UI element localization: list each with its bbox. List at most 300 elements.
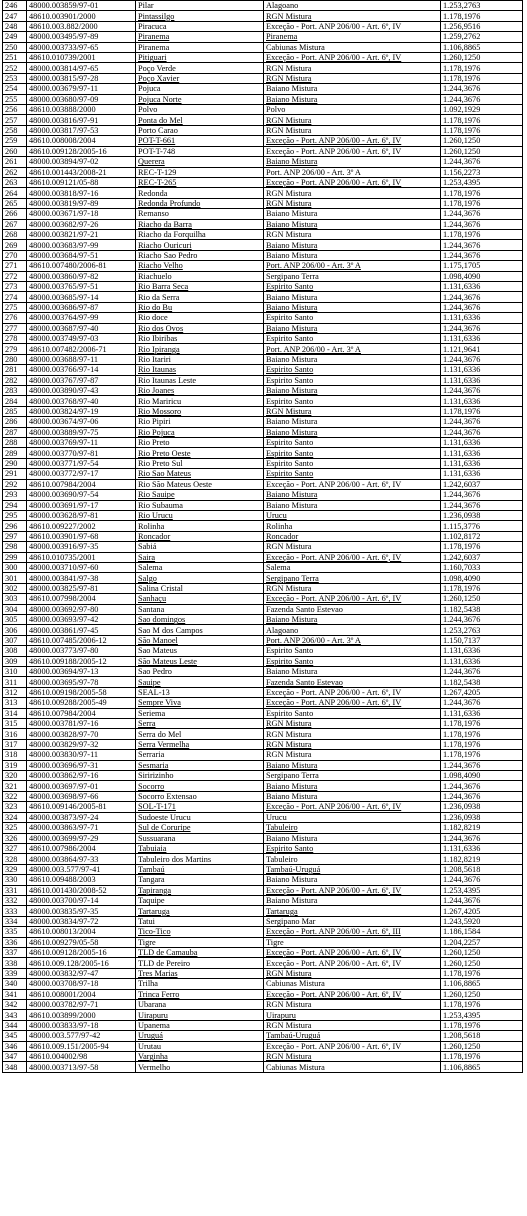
table-row bbox=[3, 261, 523, 271]
process-number: 48610.001430/2008-52 bbox=[27, 885, 136, 895]
reference-stream: Baiano Mistura bbox=[264, 219, 441, 229]
process-number: 48000.003841/97-38 bbox=[27, 573, 136, 583]
process-number: 48000.003860/97-82 bbox=[27, 271, 136, 281]
row-number: 272 bbox=[3, 271, 27, 281]
reference-stream: Baiano Mistura bbox=[264, 781, 441, 791]
table-row bbox=[3, 1, 523, 11]
row-number: 288 bbox=[3, 438, 27, 448]
table-row bbox=[3, 229, 523, 239]
row-number: 338 bbox=[3, 958, 27, 968]
reference-stream: Tabuleiro bbox=[264, 823, 441, 833]
reference-stream: Baiano Mistura bbox=[264, 427, 441, 437]
price-value: 1.131,6336 bbox=[441, 375, 523, 385]
process-number: 48000.003816/97-91 bbox=[27, 115, 136, 125]
field-name: Sabiá bbox=[136, 542, 264, 552]
table-row bbox=[3, 302, 523, 312]
field-name: Piranema bbox=[136, 32, 264, 42]
field-name: Riacho da Forquilha bbox=[136, 229, 264, 239]
table-row bbox=[3, 146, 523, 156]
price-table bbox=[2, 0, 523, 1073]
field-name: Pojuca Norte bbox=[136, 94, 264, 104]
row-number: 320 bbox=[3, 771, 27, 781]
field-name: Rio Urucu bbox=[136, 510, 264, 520]
price-value: 1.244,3676 bbox=[441, 292, 523, 302]
process-number: 48000.003771/97-54 bbox=[27, 458, 136, 468]
process-number: 48610.009128/2005-16 bbox=[27, 947, 136, 957]
process-number: 48000.003765/97-51 bbox=[27, 281, 136, 291]
table-row bbox=[3, 531, 523, 541]
process-number: 48000.003697/97-01 bbox=[27, 781, 136, 791]
reference-stream: Exceção - Port. ANP 206/00 - Art. 6º, IV bbox=[264, 947, 441, 957]
table-row bbox=[3, 73, 523, 83]
price-value: 1.178,1976 bbox=[441, 729, 523, 739]
field-name: Tangara bbox=[136, 875, 264, 885]
field-name: Rio Sauipe bbox=[136, 490, 264, 500]
process-number: 48000.003894/97-02 bbox=[27, 157, 136, 167]
field-name: Varginha bbox=[136, 1052, 264, 1062]
row-number: 268 bbox=[3, 229, 27, 239]
row-number: 321 bbox=[3, 781, 27, 791]
process-number: 48000.003824/97-19 bbox=[27, 406, 136, 416]
table-row bbox=[3, 490, 523, 500]
reference-stream: RGN Mistura bbox=[264, 583, 441, 593]
price-value: 1.244,3676 bbox=[441, 240, 523, 250]
process-number: 48000.003685/97-14 bbox=[27, 292, 136, 302]
table-row bbox=[3, 656, 523, 666]
price-value: 1.244,3676 bbox=[441, 302, 523, 312]
field-name: Uruguá bbox=[136, 1031, 264, 1041]
price-value: 1.244,3676 bbox=[441, 614, 523, 624]
reference-stream: Port. ANP 206/00 - Art. 3º A bbox=[264, 261, 441, 271]
reference-stream: Baiano Mistura bbox=[264, 302, 441, 312]
process-number: 48000.003873/97-24 bbox=[27, 812, 136, 822]
field-name: Rio Itaunas bbox=[136, 365, 264, 375]
price-value: 1.244,3676 bbox=[441, 667, 523, 677]
field-name: Sussuarana bbox=[136, 833, 264, 843]
price-value: 1.244,3676 bbox=[441, 875, 523, 885]
row-number: 324 bbox=[3, 812, 27, 822]
reference-stream: Espirito Santo bbox=[264, 843, 441, 853]
process-number: 48610.009146/2005-81 bbox=[27, 802, 136, 812]
process-number: 48610.009288/2005-49 bbox=[27, 698, 136, 708]
price-value: 1.098,4090 bbox=[441, 573, 523, 583]
price-value: 1.131,6336 bbox=[441, 365, 523, 375]
price-value: 1.208,5618 bbox=[441, 1031, 523, 1041]
price-value: 1.204,2257 bbox=[441, 937, 523, 947]
reference-stream: Baiano Mistura bbox=[264, 417, 441, 427]
price-value: 1.150,7137 bbox=[441, 635, 523, 645]
field-name: Tigre bbox=[136, 937, 264, 947]
field-name: Rio doce bbox=[136, 313, 264, 323]
field-name: Rio Mariricu bbox=[136, 396, 264, 406]
field-name: Sul de Coruripe bbox=[136, 823, 264, 833]
process-number: 48610.009198/2005-58 bbox=[27, 687, 136, 697]
reference-stream: RGN Mistura bbox=[264, 229, 441, 239]
row-number: 315 bbox=[3, 719, 27, 729]
row-number: 273 bbox=[3, 281, 27, 291]
price-value: 1.244,3676 bbox=[441, 760, 523, 770]
table-row bbox=[3, 760, 523, 770]
field-name: Rio Pipiri bbox=[136, 417, 264, 427]
field-name: Rio Itaunas Leste bbox=[136, 375, 264, 385]
field-name: Sao domingos bbox=[136, 614, 264, 624]
price-value: 1.156,2273 bbox=[441, 167, 523, 177]
price-value: 1.244,3676 bbox=[441, 791, 523, 801]
price-value: 1.178,1976 bbox=[441, 63, 523, 73]
process-number: 48000.003834/97-72 bbox=[27, 916, 136, 926]
row-number: 269 bbox=[3, 240, 27, 250]
price-value: 1.178,1976 bbox=[441, 583, 523, 593]
price-value: 1.178,1976 bbox=[441, 406, 523, 416]
price-value: 1.131,6336 bbox=[441, 281, 523, 291]
process-number: 48610.010739/2001 bbox=[27, 53, 136, 63]
table-row bbox=[3, 958, 523, 968]
price-value: 1.244,3676 bbox=[441, 219, 523, 229]
reference-stream: Port. ANP 206/00 - Art. 3º A bbox=[264, 167, 441, 177]
field-name: Salgo bbox=[136, 573, 264, 583]
price-value: 1.131,6336 bbox=[441, 646, 523, 656]
field-name: São Manoel bbox=[136, 635, 264, 645]
process-number: 48610.007482/2006-71 bbox=[27, 344, 136, 354]
table-row bbox=[3, 802, 523, 812]
table-row bbox=[3, 1031, 523, 1041]
row-number: 274 bbox=[3, 292, 27, 302]
reference-stream: Exceção - Port. ANP 206/00 - Art. 6º, IV bbox=[264, 479, 441, 489]
price-value: 1.178,1976 bbox=[441, 115, 523, 125]
price-value: 1.236,0938 bbox=[441, 812, 523, 822]
table-row bbox=[3, 729, 523, 739]
reference-stream: RGN Mistura bbox=[264, 729, 441, 739]
price-value: 1.253,4395 bbox=[441, 177, 523, 187]
reference-stream: Exceção - Port. ANP 206/00 - Art. 6º, IV bbox=[264, 885, 441, 895]
reference-stream: Roncador bbox=[264, 531, 441, 541]
process-number: 48000.003693/97-42 bbox=[27, 614, 136, 624]
field-name: Porto Carao bbox=[136, 125, 264, 135]
table-row bbox=[3, 635, 523, 645]
price-value: 1.253,2763 bbox=[441, 625, 523, 635]
field-name: Trilha bbox=[136, 979, 264, 989]
row-number: 290 bbox=[3, 458, 27, 468]
row-number: 270 bbox=[3, 250, 27, 260]
field-name: SEAL-13 bbox=[136, 687, 264, 697]
price-value: 1.102,8172 bbox=[441, 531, 523, 541]
row-number: 287 bbox=[3, 427, 27, 437]
table-row bbox=[3, 1000, 523, 1010]
process-number: 48000.003916/97-35 bbox=[27, 542, 136, 552]
table-row bbox=[3, 53, 523, 63]
reference-stream: Baiano Mistura bbox=[264, 875, 441, 885]
table-row bbox=[3, 240, 523, 250]
reference-stream: Exceção - Port. ANP 206/00 - Art. 6º, IV bbox=[264, 594, 441, 604]
reference-stream: Exceção - Port. ANP 206/00 - Art. 6º, IV bbox=[264, 136, 441, 146]
process-number: 48000.003691/97-17 bbox=[27, 500, 136, 510]
price-value: 1.131,6336 bbox=[441, 396, 523, 406]
price-value: 1.131,6336 bbox=[441, 334, 523, 344]
field-name: Sudoeste Urucu bbox=[136, 812, 264, 822]
field-name: Rio Pojuca bbox=[136, 427, 264, 437]
table-row bbox=[3, 198, 523, 208]
reference-stream: Baiano Mistura bbox=[264, 490, 441, 500]
row-number: 308 bbox=[3, 646, 27, 656]
row-number: 248 bbox=[3, 21, 27, 31]
field-name: SOL-T-171 bbox=[136, 802, 264, 812]
row-number: 301 bbox=[3, 573, 27, 583]
row-number: 254 bbox=[3, 84, 27, 94]
price-value: 1.178,1976 bbox=[441, 73, 523, 83]
process-number: 48000.003769/97-11 bbox=[27, 438, 136, 448]
table-row bbox=[3, 552, 523, 562]
row-number: 271 bbox=[3, 261, 27, 271]
field-name: Pojuca bbox=[136, 84, 264, 94]
process-number: 48000.003700/97-14 bbox=[27, 895, 136, 905]
reference-stream: Baiano Mistura bbox=[264, 157, 441, 167]
table-row bbox=[3, 219, 523, 229]
reference-stream: Exceção - Port. ANP 206/00 - Art. 6º, IV bbox=[264, 177, 441, 187]
field-name: Riacho Velho bbox=[136, 261, 264, 271]
price-value: 1.260,1250 bbox=[441, 53, 523, 63]
field-name: Rio dos Ovos bbox=[136, 323, 264, 333]
row-number: 296 bbox=[3, 521, 27, 531]
row-number: 331 bbox=[3, 885, 27, 895]
process-number: 48000.003686/97-87 bbox=[27, 302, 136, 312]
price-value: 1.178,1976 bbox=[441, 719, 523, 729]
table-row bbox=[3, 281, 523, 291]
price-value: 1.131,6336 bbox=[441, 458, 523, 468]
reference-stream: Polvo bbox=[264, 105, 441, 115]
row-number: 292 bbox=[3, 479, 27, 489]
table-row bbox=[3, 1020, 523, 1030]
table-row bbox=[3, 875, 523, 885]
table-row bbox=[3, 32, 523, 42]
row-number: 279 bbox=[3, 344, 27, 354]
process-number: 48000.003773/97-80 bbox=[27, 646, 136, 656]
reference-stream: Sergipano Terra bbox=[264, 771, 441, 781]
process-number: 48000.003687/97-40 bbox=[27, 323, 136, 333]
price-value: 1.182,5438 bbox=[441, 604, 523, 614]
price-value: 1.244,3676 bbox=[441, 84, 523, 94]
row-number: 293 bbox=[3, 490, 27, 500]
field-name: Riachuelo bbox=[136, 271, 264, 281]
table-row bbox=[3, 812, 523, 822]
process-number: 48610.003888/2000 bbox=[27, 105, 136, 115]
row-number: 323 bbox=[3, 802, 27, 812]
field-name: Sao Mateus bbox=[136, 646, 264, 656]
table-row bbox=[3, 344, 523, 354]
price-value: 1.208,5618 bbox=[441, 864, 523, 874]
price-value: 1.260,1250 bbox=[441, 594, 523, 604]
table-row bbox=[3, 864, 523, 874]
field-name: Rio São Mateus Oeste bbox=[136, 479, 264, 489]
reference-stream: RGN Mistura bbox=[264, 115, 441, 125]
row-number: 307 bbox=[3, 635, 27, 645]
reference-stream: Exceção - Port. ANP 206/00 - Art. 6º, IV bbox=[264, 53, 441, 63]
process-number: 48610.003901/97-68 bbox=[27, 531, 136, 541]
price-value: 1.106,8865 bbox=[441, 1062, 523, 1072]
reference-stream: Baiano Mistura bbox=[264, 760, 441, 770]
table-row bbox=[3, 427, 523, 437]
process-number: 48000.003828/97-70 bbox=[27, 729, 136, 739]
row-number: 255 bbox=[3, 94, 27, 104]
reference-stream: Exceção - Port. ANP 206/00 - Art. 6º, IV bbox=[264, 21, 441, 31]
reference-stream: Baiano Mistura bbox=[264, 250, 441, 260]
price-value: 1.260,1250 bbox=[441, 958, 523, 968]
table-row bbox=[3, 323, 523, 333]
field-name: Sauipe bbox=[136, 677, 264, 687]
reference-stream: Espirito Santo bbox=[264, 313, 441, 323]
price-value: 1.178,1976 bbox=[441, 542, 523, 552]
row-number: 327 bbox=[3, 843, 27, 853]
table-row bbox=[3, 125, 523, 135]
price-value: 1.115,3776 bbox=[441, 521, 523, 531]
process-number: 48000.003.577/97-41 bbox=[27, 864, 136, 874]
row-number: 257 bbox=[3, 115, 27, 125]
reference-stream: Tartaruga bbox=[264, 906, 441, 916]
process-number: 48000.003830/97-11 bbox=[27, 750, 136, 760]
field-name: Seriema bbox=[136, 708, 264, 718]
process-number: 48000.003694/97-13 bbox=[27, 667, 136, 677]
price-value: 1.178,1976 bbox=[441, 1000, 523, 1010]
process-number: 48000.003674/97-06 bbox=[27, 417, 136, 427]
table-row bbox=[3, 1052, 523, 1062]
price-value: 1.244,3676 bbox=[441, 157, 523, 167]
table-row bbox=[3, 885, 523, 895]
process-number: 48000.003749/97-03 bbox=[27, 334, 136, 344]
field-name: Rio Joanes bbox=[136, 386, 264, 396]
table-row bbox=[3, 448, 523, 458]
process-number: 48000.003684/97-51 bbox=[27, 250, 136, 260]
field-name: Tico-Tico bbox=[136, 927, 264, 937]
price-value: 1.260,1250 bbox=[441, 989, 523, 999]
process-number: 48000.003835/97-35 bbox=[27, 906, 136, 916]
price-value: 1.178,1976 bbox=[441, 1020, 523, 1030]
row-number: 246 bbox=[3, 1, 27, 11]
field-name: Rio Preto bbox=[136, 438, 264, 448]
table-row bbox=[3, 406, 523, 416]
process-number: 48610.004002/98 bbox=[27, 1052, 136, 1062]
reference-stream: RGN Mistura bbox=[264, 750, 441, 760]
process-number: 48610.003901/2000 bbox=[27, 11, 136, 21]
process-number: 48610.008013/2004 bbox=[27, 927, 136, 937]
reference-stream: Sergipano Terra bbox=[264, 271, 441, 281]
reference-stream: Baiano Mistura bbox=[264, 240, 441, 250]
table-row bbox=[3, 667, 523, 677]
price-value: 1.244,3676 bbox=[441, 94, 523, 104]
reference-stream: Urucu bbox=[264, 510, 441, 520]
process-number: 48610.007984/2004 bbox=[27, 479, 136, 489]
table-row bbox=[3, 677, 523, 687]
process-number: 48000.003733/97-65 bbox=[27, 42, 136, 52]
process-number: 48000.003781/97-16 bbox=[27, 719, 136, 729]
process-number: 48610.009488/2003 bbox=[27, 875, 136, 885]
field-name: Pintassilgo bbox=[136, 11, 264, 21]
reference-stream: Exceção - Port. ANP 206/00 - Art. 6º, IV bbox=[264, 552, 441, 562]
field-name: Serraria bbox=[136, 750, 264, 760]
price-value: 1.098,4090 bbox=[441, 271, 523, 281]
reference-stream: Exceção - Port. ANP 206/00 - Art. 6º, IV bbox=[264, 802, 441, 812]
table-row bbox=[3, 927, 523, 937]
row-number: 328 bbox=[3, 854, 27, 864]
reference-stream: Espirito Santo bbox=[264, 365, 441, 375]
price-value: 1.178,1976 bbox=[441, 125, 523, 135]
row-number: 313 bbox=[3, 698, 27, 708]
field-name: Salema bbox=[136, 562, 264, 572]
field-name: Tabuleiro dos Martins bbox=[136, 854, 264, 864]
price-value: 1.178,1976 bbox=[441, 229, 523, 239]
row-number: 330 bbox=[3, 875, 27, 885]
row-number: 297 bbox=[3, 531, 27, 541]
reference-stream: RGN Mistura bbox=[264, 1052, 441, 1062]
process-number: 48000.003770/97-81 bbox=[27, 448, 136, 458]
process-number: 48000.003679/97-11 bbox=[27, 84, 136, 94]
field-name: Rio Sao Mateus bbox=[136, 469, 264, 479]
table-row bbox=[3, 105, 523, 115]
row-number: 316 bbox=[3, 729, 27, 739]
table-row bbox=[3, 209, 523, 219]
process-number: 48000.003817/97-53 bbox=[27, 125, 136, 135]
field-name: Salina Cristal bbox=[136, 583, 264, 593]
process-number: 48000.003680/97-09 bbox=[27, 94, 136, 104]
reference-stream: Port. ANP 206/00 - Art. 3º A bbox=[264, 344, 441, 354]
price-value: 1.242,6037 bbox=[441, 479, 523, 489]
row-number: 250 bbox=[3, 42, 27, 52]
process-number: 48000.003628/97-81 bbox=[27, 510, 136, 520]
process-number: 48610.009279/05-58 bbox=[27, 937, 136, 947]
price-value: 1.182,8219 bbox=[441, 854, 523, 864]
process-number: 48000.003767/97-87 bbox=[27, 375, 136, 385]
table-row bbox=[3, 573, 523, 583]
reference-stream: Baiano Mistura bbox=[264, 667, 441, 677]
price-value: 1.244,3676 bbox=[441, 833, 523, 843]
reference-stream: Espirito Santo bbox=[264, 438, 441, 448]
table-row bbox=[3, 542, 523, 552]
table-row bbox=[3, 396, 523, 406]
table-row bbox=[3, 979, 523, 989]
process-number: 48000.003683/97-99 bbox=[27, 240, 136, 250]
table-row bbox=[3, 250, 523, 260]
row-number: 302 bbox=[3, 583, 27, 593]
row-number: 295 bbox=[3, 510, 27, 520]
reference-stream: Baiano Mistura bbox=[264, 84, 441, 94]
field-name: Roncador bbox=[136, 531, 264, 541]
row-number: 332 bbox=[3, 895, 27, 905]
process-number: 48000.003772/97-17 bbox=[27, 469, 136, 479]
reference-stream: Baiano Mistura bbox=[264, 354, 441, 364]
price-value: 1.178,1976 bbox=[441, 1052, 523, 1062]
field-name: Sao M dos Campos bbox=[136, 625, 264, 635]
row-number: 260 bbox=[3, 146, 27, 156]
row-number: 247 bbox=[3, 11, 27, 21]
reference-stream: Exceção - Port. ANP 206/00 - Art. 6º, IV bbox=[264, 1041, 441, 1051]
row-number: 249 bbox=[3, 32, 27, 42]
reference-stream: RGN Mistura bbox=[264, 188, 441, 198]
row-number: 276 bbox=[3, 313, 27, 323]
table-row bbox=[3, 510, 523, 520]
field-name: Piracuca bbox=[136, 21, 264, 31]
table-row bbox=[3, 94, 523, 104]
row-number: 339 bbox=[3, 968, 27, 978]
reference-stream: Fazenda Santo Estevao bbox=[264, 677, 441, 687]
table-row bbox=[3, 708, 523, 718]
table-row bbox=[3, 188, 523, 198]
reference-stream: RGN Mistura bbox=[264, 1020, 441, 1030]
field-name: Serra do Mel bbox=[136, 729, 264, 739]
price-value: 1.244,3676 bbox=[441, 427, 523, 437]
row-number: 258 bbox=[3, 125, 27, 135]
reference-stream: Uirapuru bbox=[264, 1010, 441, 1020]
field-name: TLD de Pereiro bbox=[136, 958, 264, 968]
field-name: Riacho Sao Pedro bbox=[136, 250, 264, 260]
process-number: 48610.009121/05-88 bbox=[27, 177, 136, 187]
